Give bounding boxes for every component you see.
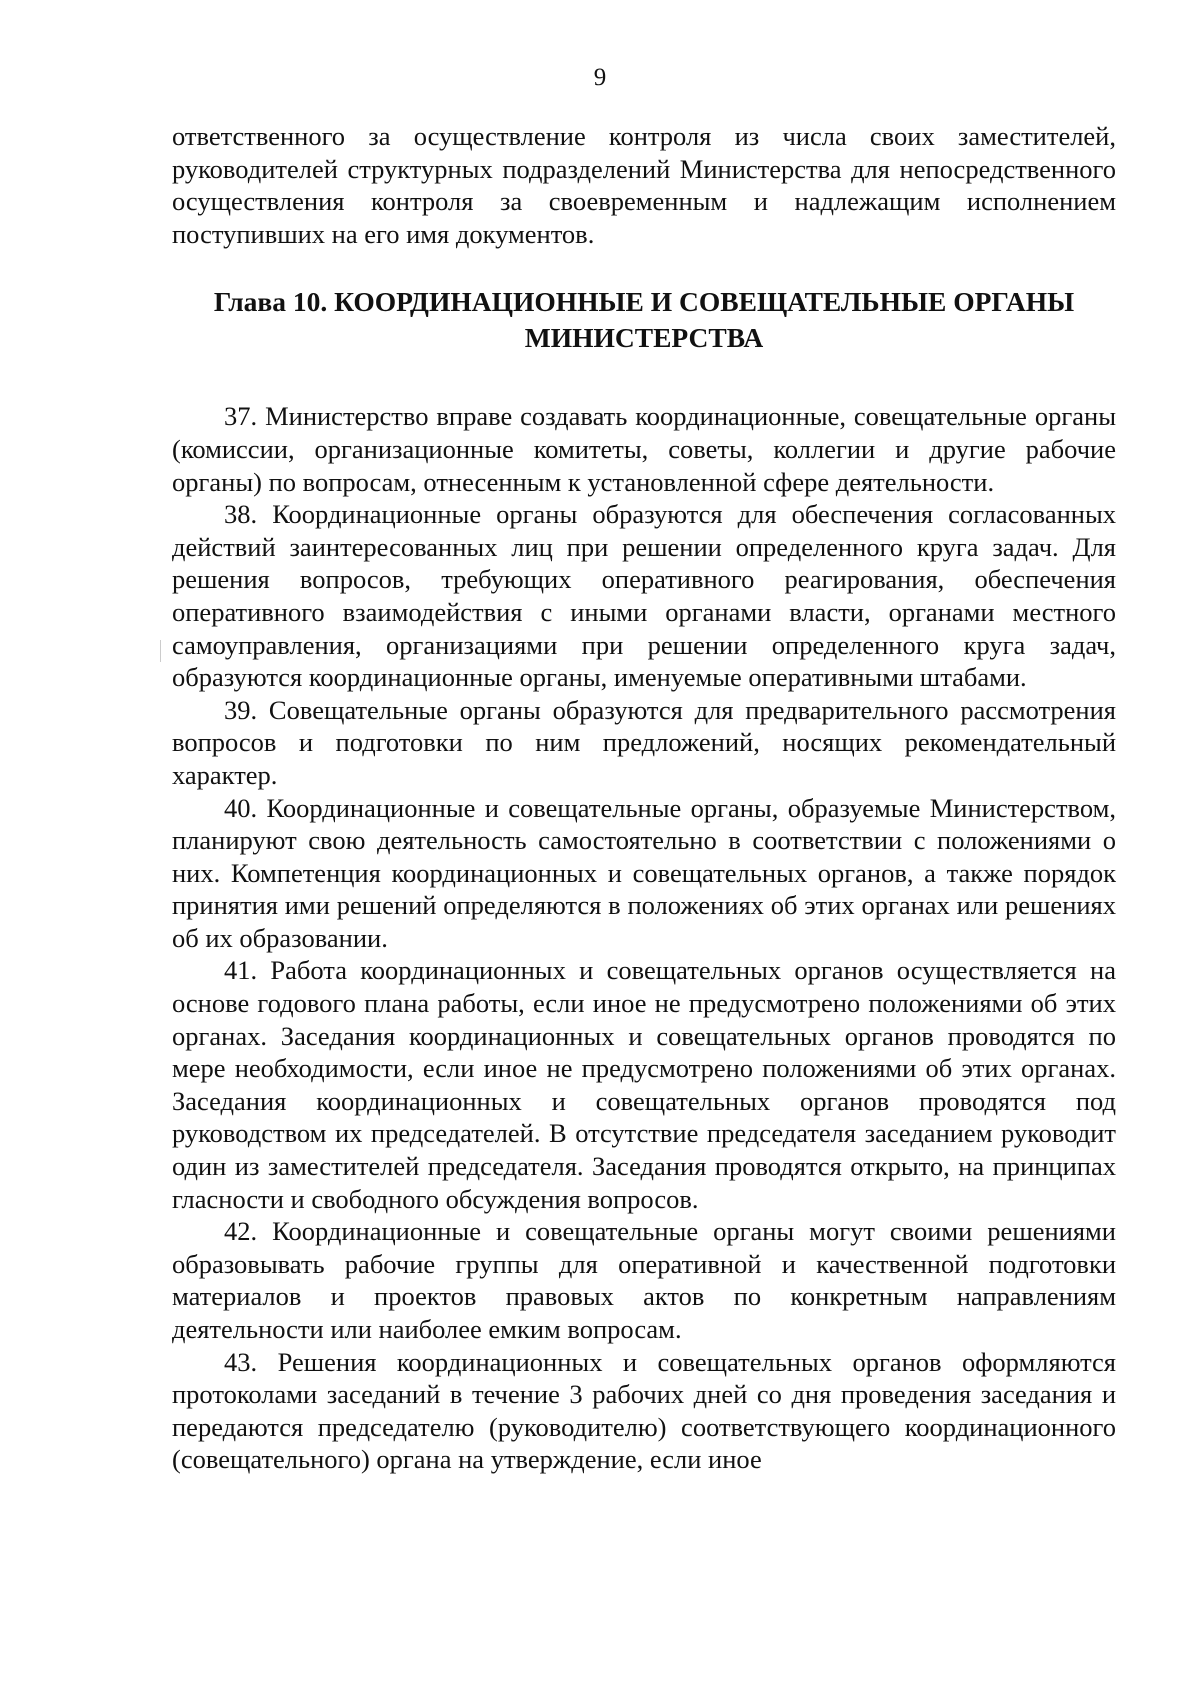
scan-artifact bbox=[160, 640, 161, 662]
paragraph-40: 40. Координационные и совещательные органы, образуемые Министерством, планируют свою деятельность самостоятельно в соответствии с положениями о них. Компетенция координационных и совещательных органов, а также порядок принятия ими решений определяются в положениях об этих органах или решениях об их образовании. bbox=[172, 792, 1116, 953]
paragraph-38: 38. Координационные органы образуются для обеспечения согласованных действий заинтересованных лиц при решении определенного круга задач. Для решения вопросов, требующих оперативного реагирования, обеспечения оперативного взаимодействия с иными органами власти, органами местного самоуправления, организациями при решении определенного круга задач, образуются координационные органы, именуемые оперативными штабами. bbox=[172, 499, 1116, 693]
paragraph-43: 43. Решения координационных и совещательных органов оформляются протоколами заседаний в течение 3 рабочих дней со дня проведения заседания и передаются председателю (руководителю) соответствующего координационного (совещательного) органа на утверждение, если иное bbox=[172, 1346, 1116, 1475]
chapter-heading-line-2: МИНИСТЕРСТВА bbox=[524, 322, 764, 354]
chapter-heading bbox=[172, 284, 1116, 356]
page-number: 9 bbox=[593, 64, 607, 91]
paragraph-37: 37. Министерство вправе создавать координационные, совещательные органы (комиссии, организационные комитеты, советы, коллегии и другие рабочие органы) по вопросам, отнесенным к установленной сфере деятельности. bbox=[172, 401, 1116, 497]
paragraph-39: 39. Совещательные органы образуются для предварительного рассмотрения вопросов и подготовки по ним предложений, носящих рекомендательный характер. bbox=[172, 694, 1116, 790]
paragraph-42: 42. Координационные и совещательные органы могут своими решениями образовывать рабочие группы для оперативной и качественной подготовки материалов и проектов правовых актов по конкретным направлениям деятельности или наиболее емким вопросам. bbox=[172, 1216, 1116, 1344]
document-body bbox=[172, 120, 1116, 1476]
intro-paragraph: ответственного за осуществление контроля из числа своих заместителей, руководителей структурных подразделений Министерства для непосредственного осуществления контроля за своевременным и надлежащим исполнением поступивших на его имя документов. bbox=[172, 121, 1116, 249]
paragraph-41: 41. Работа координационных и совещательных органов осуществляется на основе годового плана работы, если иное не предусмотрено положениями об этих органах. Заседания координационных и совещательных органов проводятся по мере необходимости, если иное не предусмотрено положениями об этих органах. Заседания координационных и совещательных органов проводятся под руководством их председателей. В отсутствие председателя заседанием руководит один из заместителей председателя. Заседания проводятся открыто, на принципах гласности и свободного обсуждения вопросов. bbox=[172, 955, 1116, 1214]
chapter-heading-line-1: Глава 10. КООРДИНАЦИОННЫЕ И СОВЕЩАТЕЛЬНЫЕ ОРГАНЫ bbox=[213, 286, 1075, 318]
